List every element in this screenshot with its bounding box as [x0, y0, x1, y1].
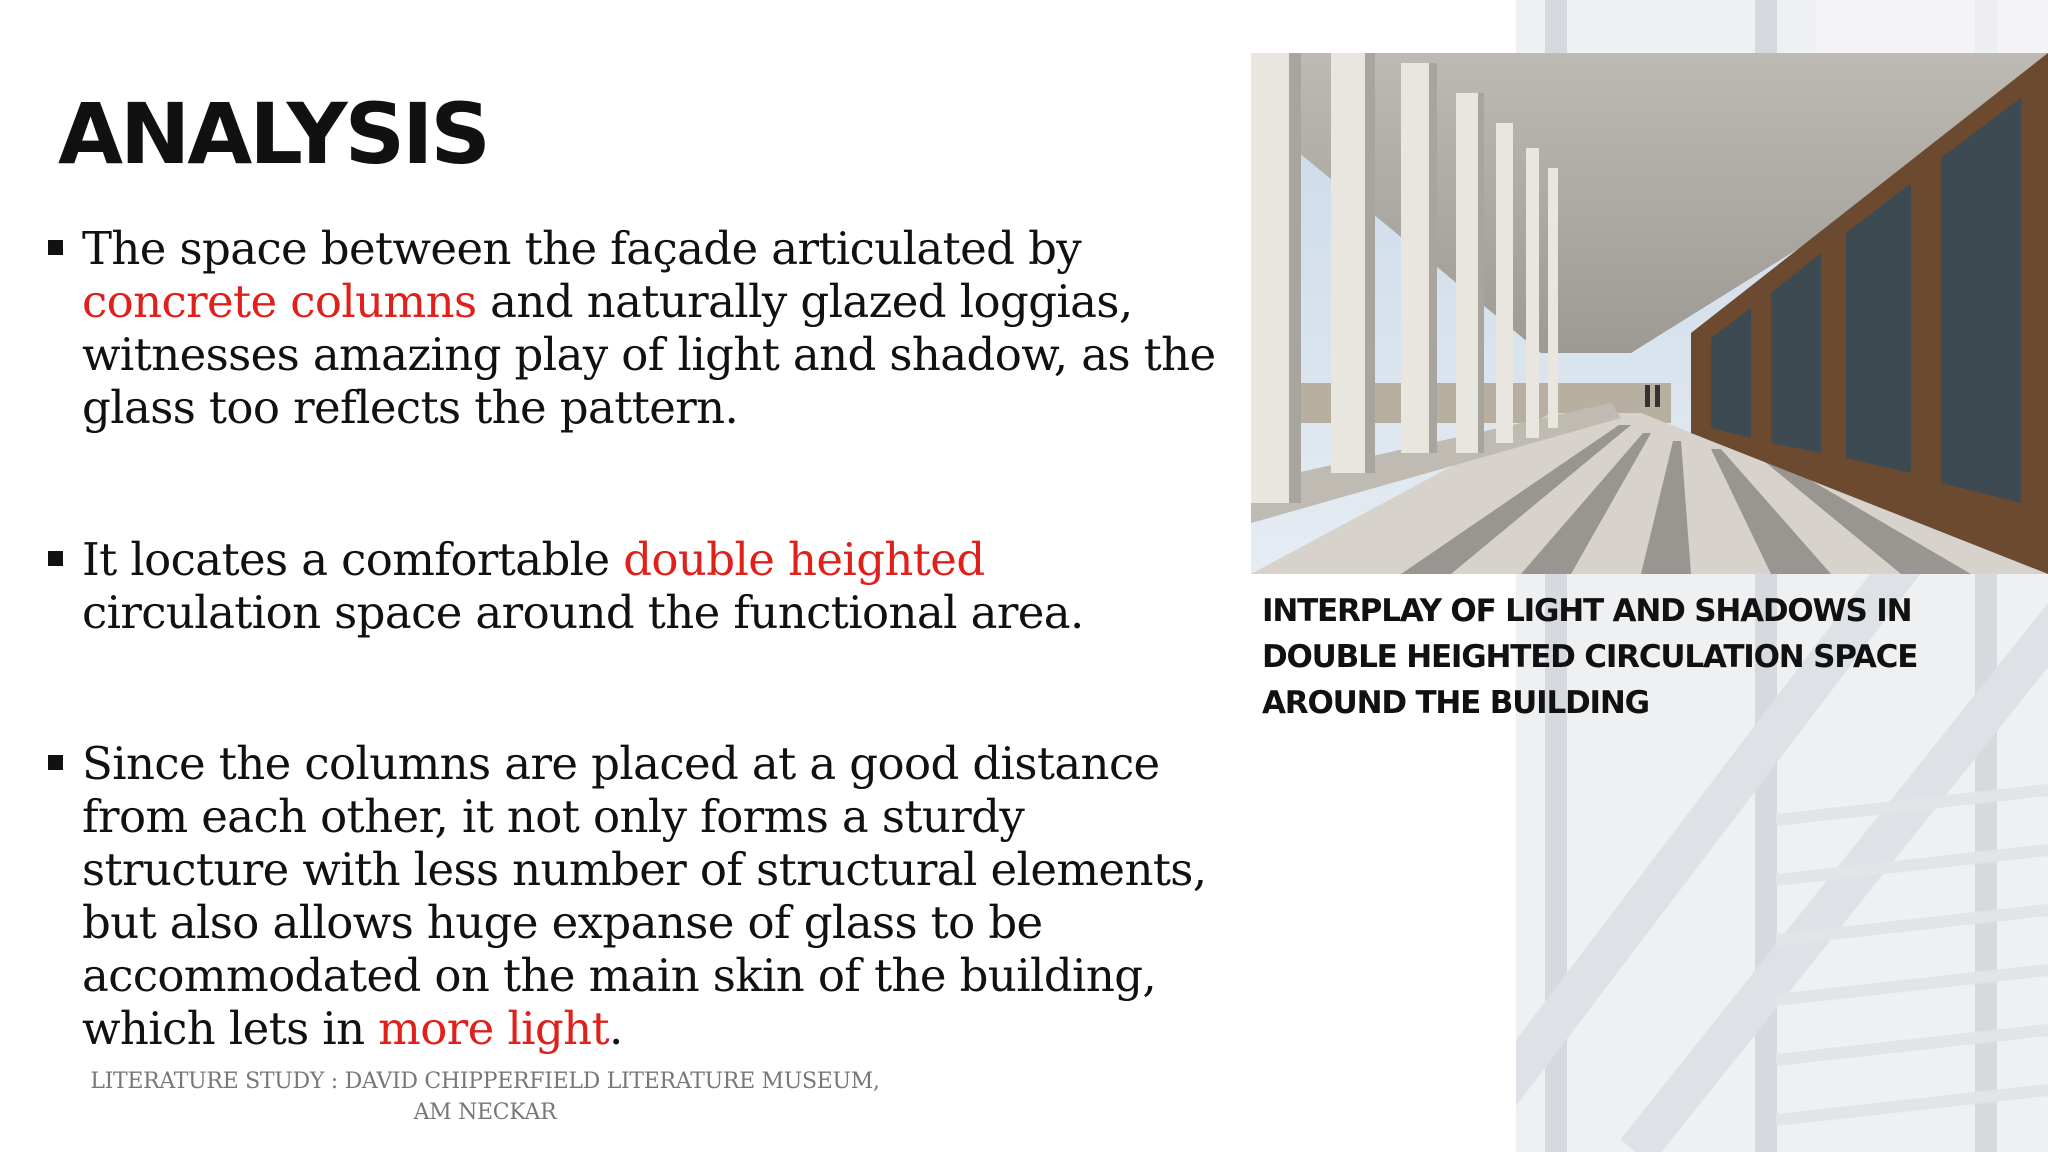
footer-line: LITERATURE STUDY : DAVID CHIPPERFIELD LITERATURE MUSEUM,: [90, 1069, 880, 1094]
bullet-item: [44, 737, 1224, 1055]
bullet-text: It locates a comfortable: [82, 533, 624, 586]
bullet-text: Since the columns are placed at a good distance from each other, it not only forms a sturdy structure with less number of structural elements, but also allows huge expanse of glass to be accommodated on the main skin of the building, which lets in: [82, 737, 1207, 1055]
footer-line: AM NECKAR: [413, 1100, 557, 1125]
photo-caption: INTERPLAY OF LIGHT AND SHADOWS IN DOUBLE HEIGHTED CIRCULATION SPACE AROUND THE BUILDING: [1262, 593, 1918, 721]
highlighted-text: double heighted: [623, 533, 985, 586]
bullet-text: .: [609, 1002, 623, 1055]
slide-footer: [80, 1066, 890, 1128]
slide-title: ANALYSIS: [58, 85, 488, 183]
highlighted-text: more light: [378, 1002, 610, 1055]
bullet-item: [44, 222, 1224, 434]
bullet-text: The space between the façade articulated by: [82, 222, 1082, 275]
bullet-list: [44, 222, 1224, 1055]
colonnade-photo: [1251, 53, 2048, 574]
bullet-text: circulation space around the functional area.: [82, 586, 1084, 639]
highlighted-text: concrete columns: [82, 275, 477, 328]
bullet-item: [44, 533, 1224, 639]
bullet-text: and naturally glazed loggias, witnesses amazing play of light and shadow, as the glass too reflects the pattern.: [82, 275, 1216, 434]
